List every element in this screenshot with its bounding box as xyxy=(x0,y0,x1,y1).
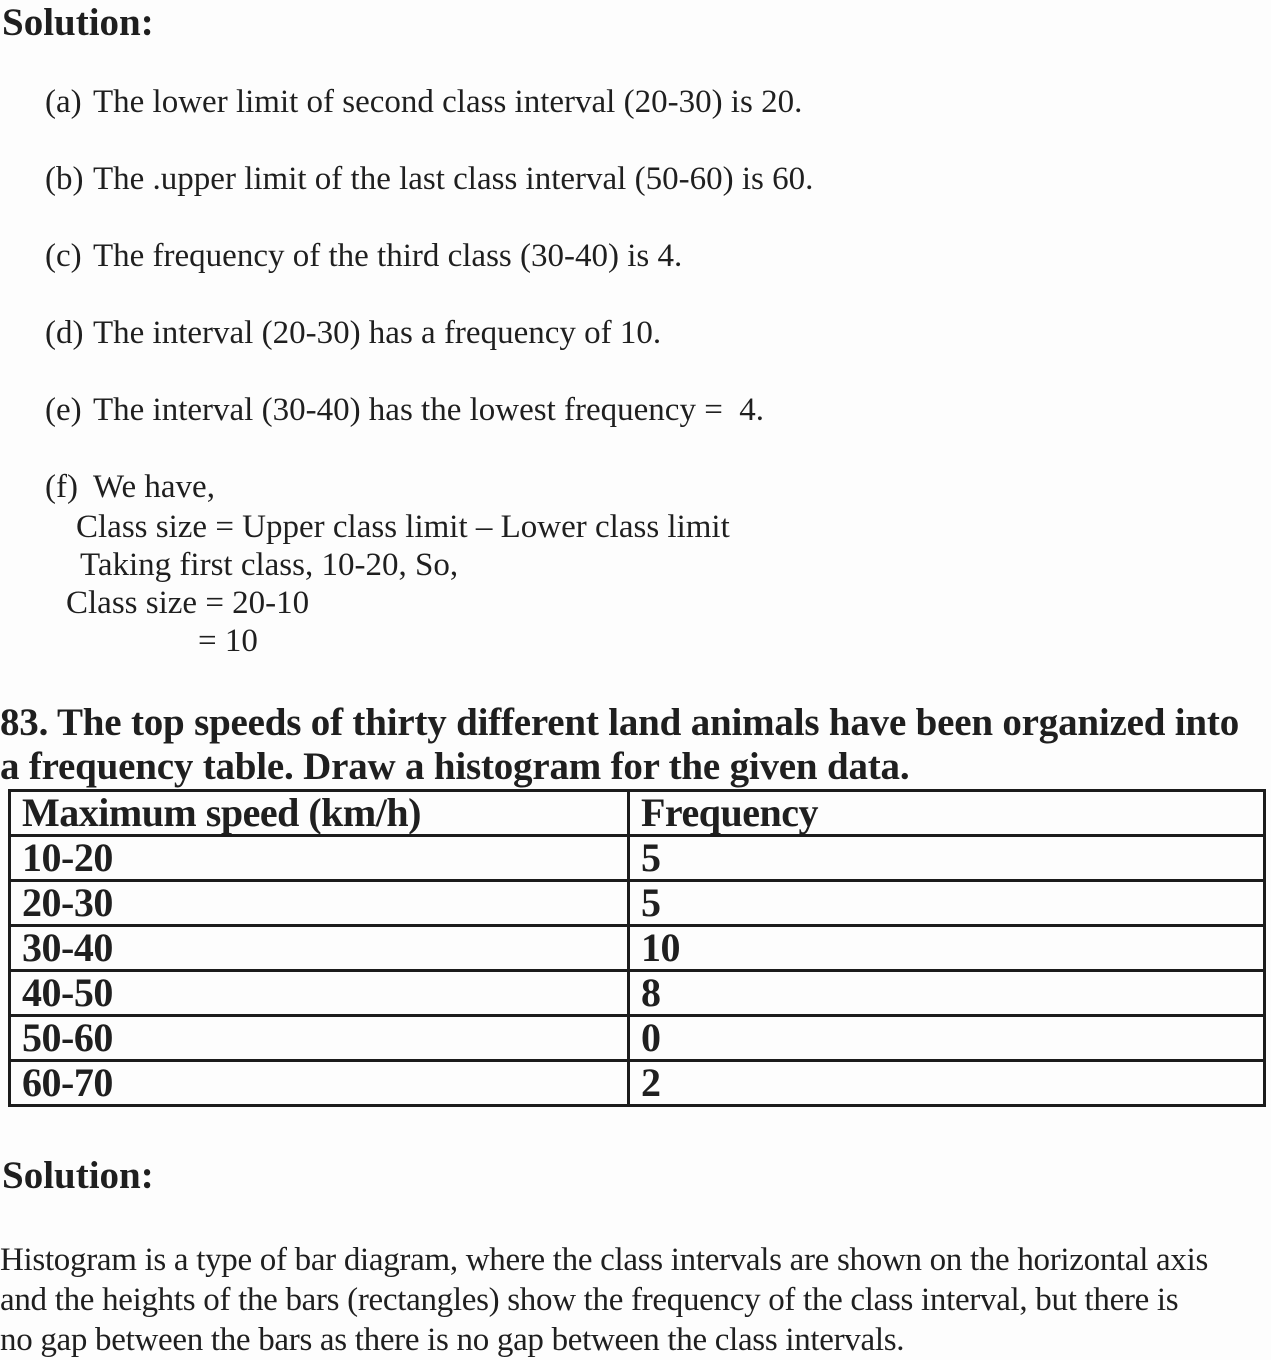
table-header-row xyxy=(10,791,1265,836)
cell-frequency: 10 xyxy=(629,926,1265,971)
question-line-1: 83. The top speeds of thirty different land animals have been organized into xyxy=(0,701,1239,744)
cell-frequency: 5 xyxy=(629,881,1265,926)
cell-frequency: 5 xyxy=(629,836,1265,881)
list-item-e xyxy=(0,393,1271,427)
cell-speed: 40-50 xyxy=(10,971,629,1016)
frequency-table xyxy=(8,789,1266,1107)
cell-frequency: 8 xyxy=(629,971,1265,1016)
paragraph-line-1: Histogram is a type of bar diagram, where the class intervals are shown on the horizontal axis xyxy=(0,1242,1209,1278)
list-item-f xyxy=(0,470,1271,504)
list-item-b-marker: (b) xyxy=(45,161,84,197)
table-row-2 xyxy=(10,881,1265,926)
list-item-b xyxy=(0,162,1271,196)
paragraph-line-3: no gap between the bars as there is no gap between the class intervals. xyxy=(0,1322,905,1358)
table-row-5 xyxy=(10,1016,1265,1061)
list-item-f-marker: (f) xyxy=(45,469,78,505)
table-row-6 xyxy=(10,1061,1265,1106)
cell-speed: 10-20 xyxy=(10,836,629,881)
list-item-e-text: The interval (30-40) has the lowest frequency = 4. xyxy=(93,392,765,428)
list-item-f-text: We have, xyxy=(93,469,215,505)
working-line-1: Class size = Upper class limit – Lower class limit xyxy=(76,509,730,545)
cell-speed: 60-70 xyxy=(10,1061,629,1106)
working-line-4: = 10 xyxy=(198,623,258,659)
list-item-c-marker: (c) xyxy=(45,238,82,274)
header-cell-speed: Maximum speed (km/h) xyxy=(10,791,629,836)
working-line-3: Class size = 20-10 xyxy=(66,585,310,621)
list-item-a-marker: (a) xyxy=(45,84,82,120)
cell-speed: 50-60 xyxy=(10,1016,629,1061)
list-item-a-text: The lower limit of second class interval (20-30) is 20. xyxy=(93,84,803,120)
list-item-d xyxy=(0,316,1271,350)
list-item-e-marker: (e) xyxy=(45,392,82,428)
solution-list xyxy=(0,85,1271,504)
cell-frequency: 0 xyxy=(629,1016,1265,1061)
list-item-a xyxy=(0,85,1271,119)
list-item-c-text: The frequency of the third class (30-40) is 4. xyxy=(93,238,683,274)
class-size-workings xyxy=(0,508,1271,660)
paragraph-line-2: and the heights of the bars (rectangles) show the frequency of the class interval, but there is xyxy=(0,1282,1179,1318)
table-row-1 xyxy=(10,836,1265,881)
header-cell-frequency: Frequency xyxy=(629,791,1265,836)
list-item-d-text: The interval (20-30) has a frequency of 10. xyxy=(93,315,662,351)
solution-heading-1: Solution: xyxy=(2,1,154,44)
cell-speed: 30-40 xyxy=(10,926,629,971)
working-line-2: Taking first class, 10-20, So, xyxy=(80,547,459,583)
solution-heading-2: Solution: xyxy=(2,1154,154,1197)
table-row-4 xyxy=(10,971,1265,1016)
list-item-d-marker: (d) xyxy=(45,315,84,351)
question-line-2: a frequency table. Draw a histogram for the given data. xyxy=(0,745,910,788)
histogram-paragraph xyxy=(0,1240,1271,1360)
list-item-b-text: The .upper limit of the last class interval (50-60) is 60. xyxy=(93,161,814,197)
list-item-c xyxy=(0,239,1271,273)
question-83 xyxy=(0,701,1271,789)
cell-frequency: 2 xyxy=(629,1061,1265,1106)
cell-speed: 20-30 xyxy=(10,881,629,926)
table-row-3 xyxy=(10,926,1265,971)
